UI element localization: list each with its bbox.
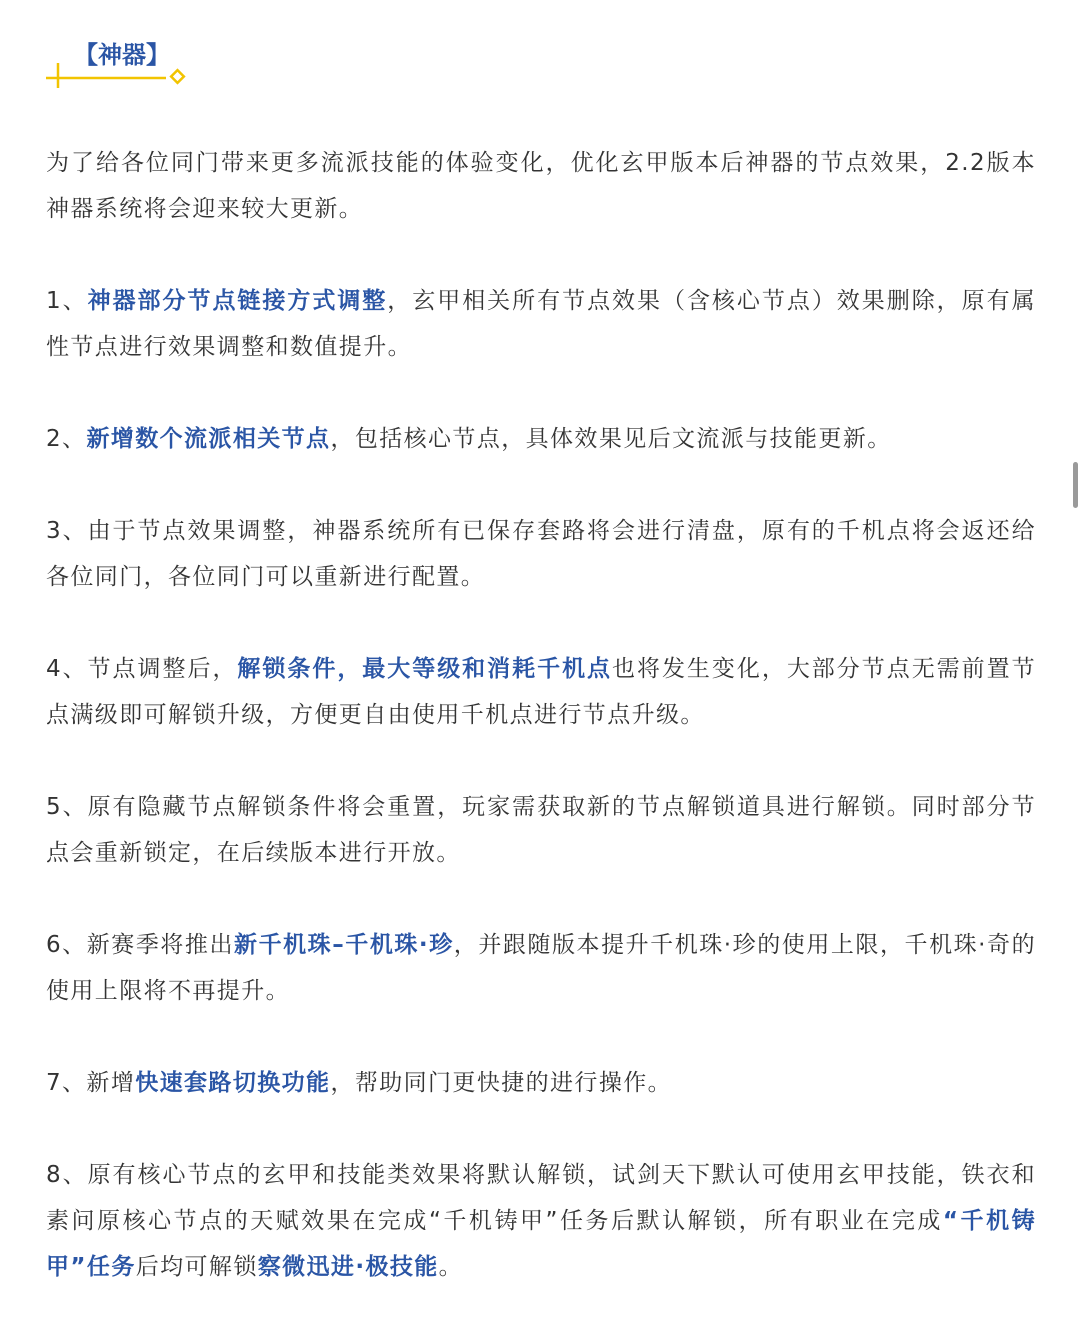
item-text: ，帮助同门更快捷的进行操作。 (330, 1070, 673, 1096)
item-text: ，玄甲相关所有节点效果（含核心节点）效果删除，原有属性节点进行效果调整和数值提升。 (46, 288, 1037, 360)
list-item-6 (46, 922, 1036, 1014)
list-item-2 (46, 416, 1036, 462)
item-highlight: 察微迅进·极技能 (257, 1254, 439, 1280)
list-item-5: 5、原有隐藏节点解锁条件将会重置，玩家需获取新的节点解锁道具进行解锁。同时部分节点会重新锁定，在后续版本进行开放。 (46, 794, 1036, 866)
item-text: 后均可解锁 (135, 1254, 258, 1280)
section-title: 【神器】 (74, 41, 170, 69)
item-prefix: 2、 (46, 426, 87, 452)
item-prefix: 7、新增 (46, 1070, 136, 1096)
item-highlight: 新增数个流派相关节点 (86, 426, 331, 452)
article-body (46, 140, 1036, 1336)
list-item-1 (46, 278, 1036, 370)
item-text: ，并跟随版本提升千机珠·珍的使用上限，千机珠·奇的使用上限将不再提升。 (46, 932, 1036, 1004)
item-highlight: 新千机珠–千机珠·珍 (234, 932, 454, 958)
item-text: ，包括核心节点，具体效果见后文流派与技能更新。 (330, 426, 892, 452)
item-prefix: 1、 (46, 288, 88, 314)
list-item-8 (46, 1152, 1036, 1290)
item-highlight: 神器部分节点链接方式调整 (87, 288, 388, 314)
list-item-7 (46, 1060, 1036, 1106)
intro-paragraph: 为了给各位同门带来更多流派技能的体验变化，优化玄甲版本后神器的节点效果，2.2版本神器系统将会迎来较大更新。 (46, 150, 1036, 222)
scrollbar-thumb[interactable] (1073, 462, 1078, 508)
list-item-3: 3、由于节点效果调整，神器系统所有已保存套路将会进行清盘，原有的千机点将会返还给各位同门，各位同门可以重新进行配置。 (46, 518, 1036, 590)
item-text: 。 (438, 1254, 464, 1280)
item-highlight: 快速套路切换功能 (135, 1070, 331, 1096)
item-highlight: 解锁条件，最大等级和消耗千机点 (237, 656, 613, 682)
item-text: 8、原有核心节点的玄甲和技能类效果将默认解锁，试剑天下默认可使用玄甲技能，铁衣和素问原核心节点的天赋效果在完成“千机铸甲”任务后默认解锁，所有职业在完成 (46, 1162, 1036, 1234)
item-highlight: “千机铸甲”任务 (46, 1208, 1036, 1280)
item-prefix: 4、节点调整后， (46, 656, 238, 682)
list-item-4 (46, 646, 1036, 738)
section-header (46, 38, 246, 98)
item-prefix: 6、新赛季将推出 (46, 932, 235, 958)
item-text: 也将发生变化，大部分节点无需前置节点满级即可解锁升级，方便更自由使用千机点进行节点升级。 (46, 656, 1036, 728)
